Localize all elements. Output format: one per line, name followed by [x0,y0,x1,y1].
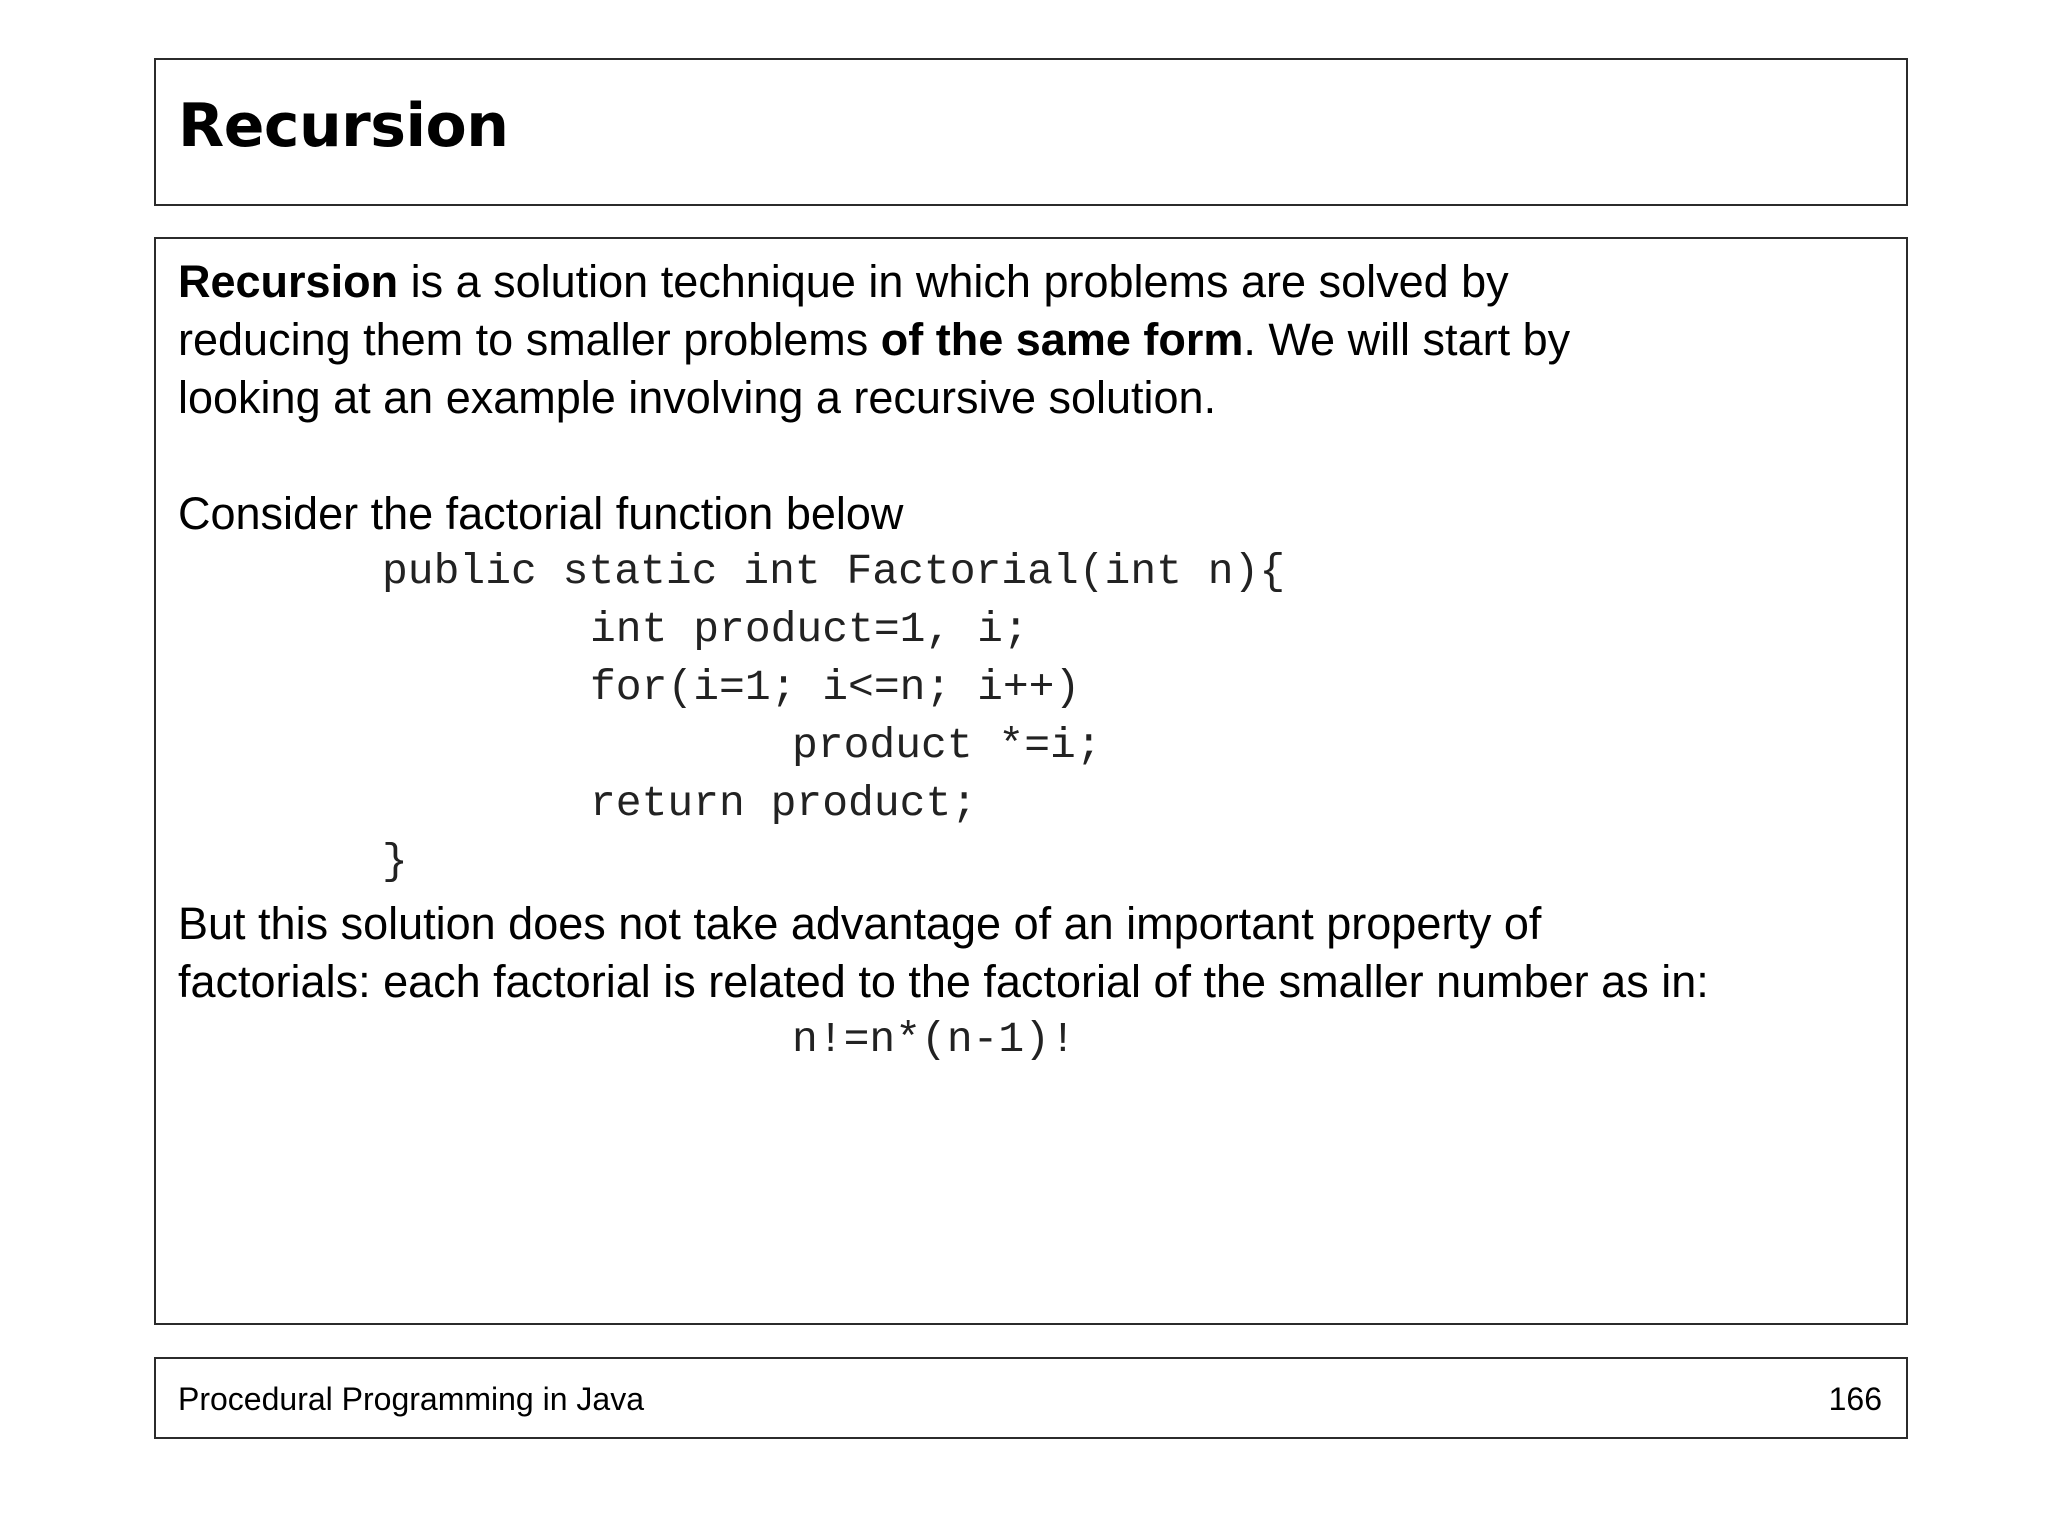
code-line-declaration: int product=1, i; [590,605,1029,654]
page-number: 166 [1828,1381,1882,1417]
consider-text: Consider the factorial function below [178,488,904,539]
code-line-close-brace: } [382,837,408,886]
footer-box [154,1357,1908,1439]
conclusion-line-1: But this solution does not take advantage of an important property of [178,898,1542,949]
conclusion-paragraph [178,895,1709,1011]
code-line-for-loop: for(i=1; i<=n; i++) [590,663,1081,712]
code-line-signature: public static int Factorial(int n){ [382,547,1286,596]
footer-course-title: Procedural Programming in Java [178,1381,644,1417]
intro-term: Recursion [178,256,399,307]
intro-text-4: looking at an example involving a recursive solution. [178,372,1217,423]
code-line-multiply: product *=i; [792,721,1102,770]
factorial-formula: n!=n*(n-1)! [792,1015,1076,1064]
intro-text-2: reducing them to smaller problems [178,314,881,365]
intro-text-3: . We will start by [1243,314,1571,365]
intro-text-1: is a solution technique in which problems are solved by [398,256,1509,307]
slide-title: Recursion [178,91,509,161]
conclusion-line-2: factorials: each factorial is related to the factorial of the smaller number as in: [178,956,1709,1007]
code-line-return: return product; [590,779,978,828]
title-box [154,58,1908,206]
intro-paragraph [178,253,1570,427]
content-box [154,237,1908,1325]
intro-emphasis: of the same form [880,314,1244,365]
